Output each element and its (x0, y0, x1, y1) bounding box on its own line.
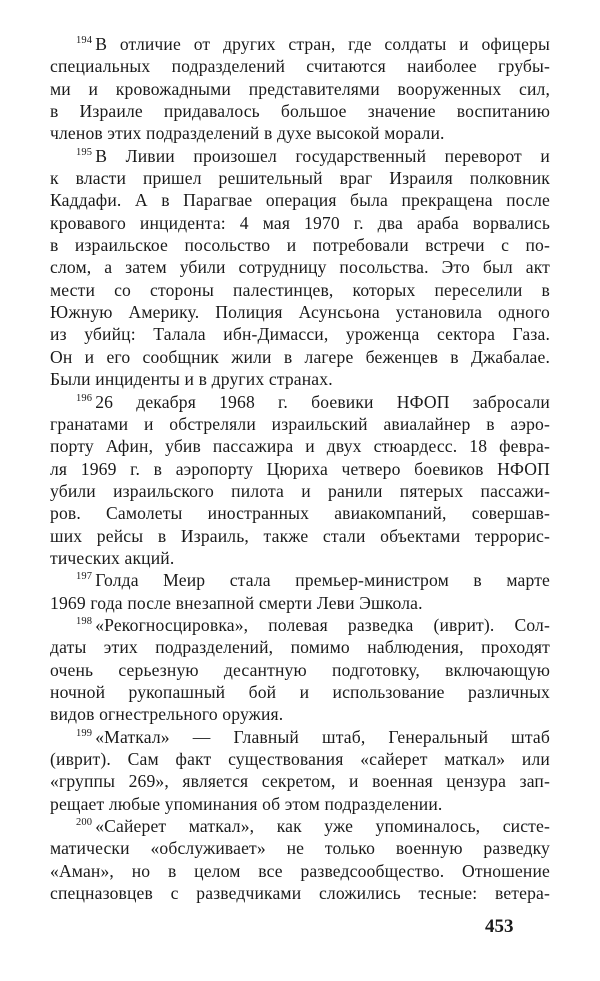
footnote-number: 197 (76, 571, 93, 583)
footnote-line: $^{200}$ «Сайерет маткал», как уже упоминалось, систе- (76, 816, 550, 837)
footnote-line: $^{196}$ 26 декабря 1968 г. боевики НФОП забросали (76, 391, 550, 412)
footnote-line: $^{199}$ «Маткал» — Главный штаб, Генеральный штаб (76, 726, 550, 747)
footnote-line: 1969 года после внезапной смерти Леви Эшкола. (50, 592, 423, 613)
footnote-line: гранатами и обстреляли израильский авиалайнер в аэро- (50, 413, 550, 434)
footnote-line: Южную Америку. Полиция Асунсьона установила одного (50, 302, 550, 323)
footnote-line: ших рейсы в Израиль, также стали объектами террорис- (50, 525, 550, 546)
footnote-line: слом, а затем убили сотрудницу посольства. Это был акт (50, 257, 550, 278)
footnote-197 (50, 569, 550, 614)
footnote-number: 195 (76, 146, 93, 158)
footnote-number: 199 (76, 727, 93, 739)
footnote-194 (50, 33, 550, 145)
book-page-text (50, 33, 550, 904)
footnote-200 (50, 815, 550, 904)
footnote-195 (50, 145, 550, 391)
footnote-line: убили израильского пилота и ранили пятерых пассажи- (50, 480, 550, 501)
footnote-196 (50, 391, 550, 570)
footnote-line: к власти пришел решительный враг Израиля полковник (50, 168, 550, 189)
footnote-line: членов этих подразделений в духе высокой морали. (50, 123, 445, 144)
footnote-line: тических акций. (50, 547, 175, 568)
footnote-line: матически «обслуживает» не только военную разведку (50, 838, 550, 859)
footnote-line: из убийц: Талала ибн-Димасси, уроженца сектора Газа. (50, 324, 550, 345)
footnote-198 (50, 614, 550, 726)
footnote-line: даты этих подразделений, помимо наблюдения, проходят (50, 637, 550, 658)
footnote-line: видов огнестрельного оружия. (50, 704, 284, 725)
footnote-line: ров. Самолеты иностранных авиакомпаний, совершав- (50, 503, 550, 524)
footnote-number: 194 (76, 35, 93, 46)
footnote-line: спецназовцев с разведчиками сложились тесные: ветера- (50, 883, 550, 904)
footnote-line: рещает любые упоминания об этом подразделении. (50, 793, 443, 814)
footnote-line: $^{197}$ Голда Меир стала премьер-министром в марте (76, 570, 550, 591)
footnote-line: порту Афин, убив пассажира и двух стюардесс. 18 февра- (50, 436, 550, 457)
footnote-199 (50, 726, 550, 815)
footnote-line: $^{195}$ В Ливии произошел государственный переворот и (76, 145, 550, 166)
page-number: 453 (485, 916, 514, 937)
footnote-line: очень серьезную десантную подготовку, включающую (50, 659, 550, 680)
footnote-line: $^{194}$ В отличие от других стран, где солдаты и офицеры (76, 34, 550, 54)
footnote-line: специальных подразделений считаются наиболее грубы- (50, 56, 550, 77)
footnote-line: $^{198}$ «Рекогносцировка», полевая разведка (иврит). Сол- (76, 614, 550, 635)
footnote-line: ночной рукопашный бой и использование различных (50, 681, 550, 702)
footnote-line: Каддафи. А в Парагвае операция была прекращена после (50, 190, 550, 211)
footnote-line: Он и его сообщник жили в лагере беженцев в Джабалае. (50, 346, 550, 367)
footnote-line: Были инциденты и в других странах. (50, 369, 333, 390)
footnote-line: в Израиле придавалось большое значение воспитанию (50, 101, 550, 122)
footnote-line: кровавого инцидента: 4 мая 1970 г. два араба ворвались (50, 212, 550, 233)
footnote-line: (иврит). Сам факт существования «сайерет маткал» или (50, 749, 550, 769)
footnote-line: ми и кровожадными представителями вооруженных сил, (50, 78, 550, 99)
footnote-number: 198 (76, 615, 93, 627)
footnote-line: мести со стороны палестинцев, которых переселили в (50, 279, 550, 300)
footnote-line: в израильское посольство и потребовали встречи с по- (50, 235, 550, 256)
footnote-line: ля 1969 г. в аэропорту Цюриха четверо боевиков НФОП (50, 458, 550, 479)
footnote-number: 200 (76, 817, 93, 829)
footnote-line: «группы 269», является секретом, и военная цензура зап- (50, 771, 550, 792)
footnote-number: 196 (76, 392, 93, 404)
footnote-line: «Аман», но в целом все разведсообщество. Отношение (50, 860, 550, 881)
